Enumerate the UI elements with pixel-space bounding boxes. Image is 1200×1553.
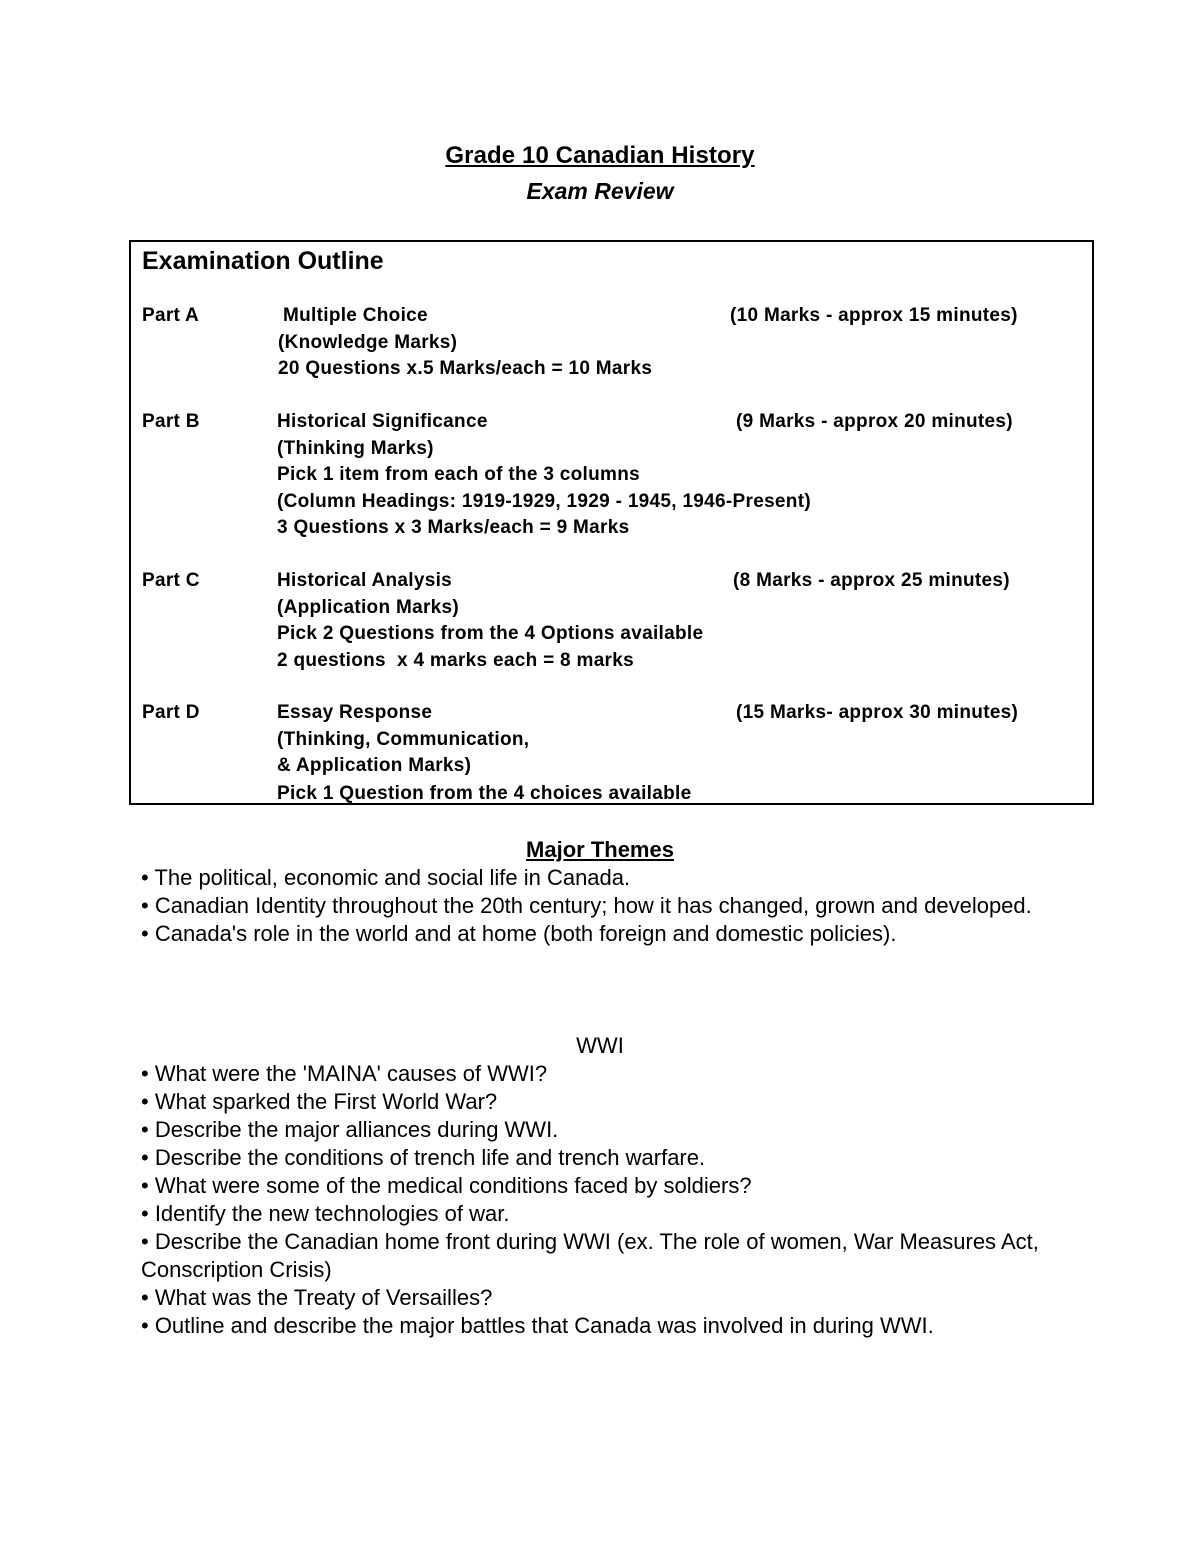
part-line: Historical Analysis: [277, 570, 453, 591]
list-item: • Describe the Canadian home front during WWI (ex. The role of women, War Measures Act, Conscription Crisis): [141, 1229, 1039, 1282]
part-description: [278, 303, 653, 383]
list-item: • What was the Treaty of Versailles?: [141, 1285, 493, 1310]
list-item: • Describe the conditions of trench life and trench warfare.: [141, 1145, 706, 1170]
part-line: (Thinking, Communication,: [277, 728, 530, 750]
list-item: • What were the 'MAINA' causes of WWI?: [141, 1061, 548, 1086]
part-line: 3 Questions x 3 Marks/each = 9 Marks: [277, 517, 630, 538]
part-line: (Knowledge Marks): [278, 331, 458, 353]
part-description: [277, 409, 811, 542]
wwi-question-list: [141, 1060, 1071, 1340]
part-time: (15 Marks- approx 30 minutes): [736, 702, 1019, 723]
part-line: Pick 2 Questions from the 4 Options available: [277, 623, 704, 644]
outline-heading: Examination Outline: [142, 247, 384, 275]
list-item: • Identify the new technologies of war.: [141, 1201, 510, 1226]
part-time: (9 Marks - approx 20 minutes): [736, 411, 1013, 432]
part-line: Pick 1 Question from the 4 choices available: [277, 782, 692, 804]
part-line: Historical Significance: [277, 411, 488, 432]
part-label: Part C: [142, 570, 200, 591]
part-time: (10 Marks - approx 15 minutes): [730, 305, 1018, 326]
part-line: (Application Marks): [277, 596, 459, 618]
part-description: [277, 700, 691, 807]
page-subtitle: Exam Review: [526, 178, 674, 204]
part-line: (Column Headings: 1919-1929, 1929 - 1945, 1946-Present): [277, 490, 811, 512]
part-label: Part A: [142, 305, 200, 326]
part-line: Pick 1 item from each of the 3 columns: [277, 464, 641, 485]
page-title: Grade 10 Canadian History: [445, 142, 755, 169]
part-line: 20 Questions x.5 Marks/each = 10 Marks: [278, 358, 653, 379]
list-item: • What were some of the medical conditions faced by soldiers?: [141, 1173, 752, 1198]
wwi-heading: WWI: [576, 1033, 624, 1058]
major-themes-list: [141, 864, 1071, 948]
list-item: • The political, economic and social life in Canada.: [141, 865, 631, 890]
list-item: • Outline and describe the major battles that Canada was involved in during WWI.: [141, 1313, 934, 1338]
list-item: • Describe the major alliances during WWI.: [141, 1117, 559, 1142]
part-description: [277, 568, 703, 674]
examination-outline-box: [129, 240, 1094, 805]
part-label: Part D: [142, 702, 200, 723]
part-line: Essay Response: [277, 702, 433, 723]
list-item: • Canadian Identity throughout the 20th century; how it has changed, grown and developed.: [141, 893, 1032, 918]
part-line: Multiple Choice: [283, 305, 428, 326]
major-themes-heading: Major Themes: [526, 837, 674, 862]
part-line: (Thinking Marks): [277, 437, 434, 459]
part-time: (8 Marks - approx 25 minutes): [733, 570, 1010, 591]
list-item: • What sparked the First World War?: [141, 1089, 498, 1114]
part-line: & Application Marks): [277, 755, 472, 776]
part-line: 2 questions x 4 marks each = 8 marks: [277, 649, 634, 671]
list-item: • Canada's role in the world and at home (both foreign and domestic policies).: [141, 921, 897, 946]
part-label: Part B: [142, 411, 200, 432]
